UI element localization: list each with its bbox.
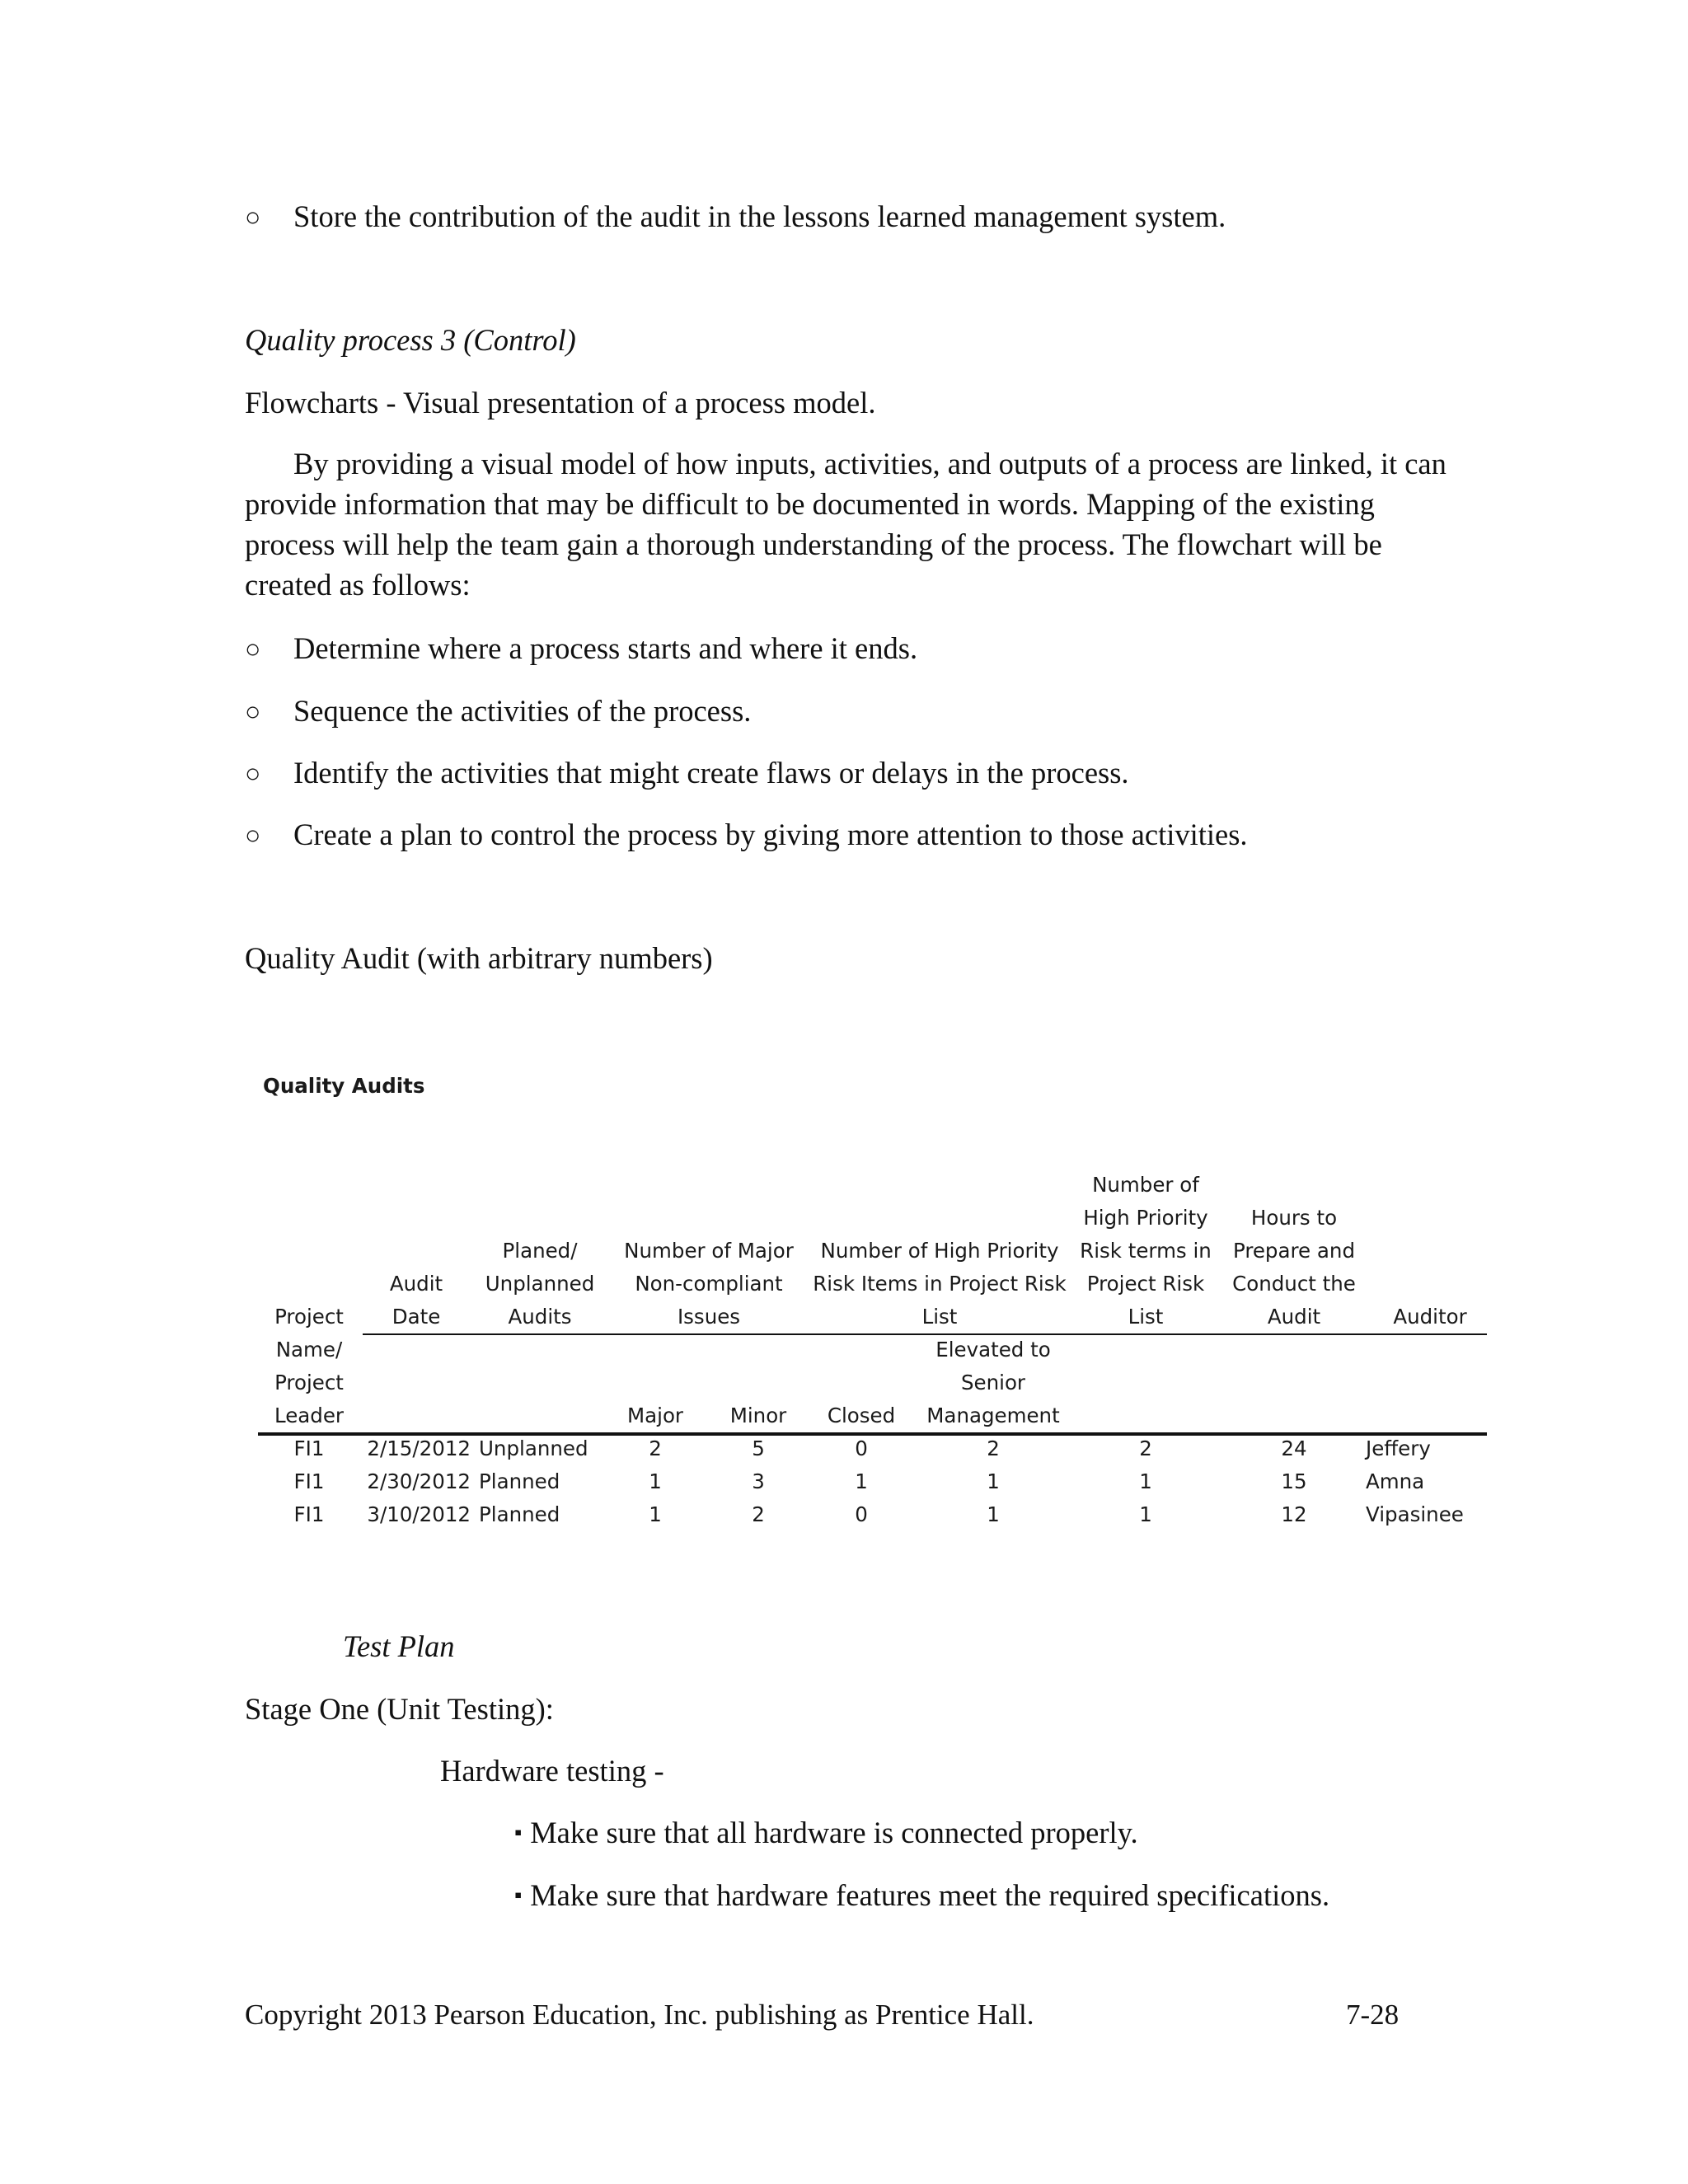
header-hours-4: Audit: [1267, 1305, 1321, 1329]
header-hours-1: Hours to: [1250, 1206, 1338, 1230]
bullet-text: Identify the activities that might create flaws or delays in the process.: [293, 756, 1129, 790]
header-planned-3: Audits: [508, 1305, 572, 1329]
header-elevated-1: Elevated to: [935, 1338, 1051, 1361]
bullet-marker: ○: [245, 758, 261, 788]
header-project-project: Project: [274, 1371, 344, 1394]
cell-auditor: Jeffery: [1366, 1436, 1431, 1460]
cell-auditor: Vipasinee: [1366, 1502, 1464, 1526]
header-hours-2: Prepare and: [1232, 1239, 1355, 1263]
cell-terms: 2: [1139, 1436, 1152, 1460]
header-elevated-3: Management: [926, 1404, 1060, 1427]
flowcharts-line: Flowcharts - Visual presentation of a process model.: [245, 386, 876, 419]
cell-hours: 15: [1281, 1469, 1307, 1493]
square-bullet-marker: ▪: [514, 1883, 523, 1907]
bullet-text: Store the contribution of the audit in the lessons learned management system.: [293, 199, 1226, 233]
test-plan-heading: Test Plan: [343, 1629, 455, 1663]
bullet-text: Create a plan to control the process by giving more attention to those activities.: [293, 818, 1248, 851]
bullet-text: Determine where a process starts and where it ends.: [293, 631, 918, 665]
header-planned-2: Unplanned: [485, 1272, 595, 1296]
header-planned-1: Planed/: [502, 1239, 578, 1263]
cell-closed: 0: [855, 1502, 868, 1526]
hardware-bullet-2: [514, 1875, 1329, 1916]
header-risk-terms-3: Risk terms in: [1080, 1239, 1212, 1263]
cell-type: Planned: [479, 1502, 560, 1526]
hardware-bullet-text: Make sure that all hardware is connected properly.: [530, 1816, 1138, 1849]
header-major: Major: [626, 1404, 684, 1427]
header-risk-terms-2: High Priority: [1083, 1206, 1208, 1230]
header-risk-terms-1: Number of: [1092, 1173, 1199, 1197]
header-risk-terms-4: Project Risk: [1086, 1272, 1205, 1296]
header-major-issues-3: Issues: [677, 1305, 741, 1329]
cell-terms: 1: [1139, 1502, 1152, 1526]
footer-copyright: Copyright 2013 Pearson Education, Inc. publishing as Prentice Hall.: [245, 1999, 1034, 2031]
header-major-issues-1: Number of Major: [624, 1239, 794, 1263]
square-bullet-marker: ▪: [514, 1821, 523, 1844]
hardware-bullet-1: [514, 1812, 1138, 1854]
cell-auditor: Amna: [1366, 1469, 1425, 1493]
stage-one-heading: Stage One (Unit Testing):: [245, 1692, 554, 1726]
section-heading: Quality process 3 (Control): [245, 323, 576, 357]
cell-hours: 24: [1281, 1436, 1307, 1460]
header-closed: Closed: [827, 1404, 896, 1427]
bullet-marker: ○: [245, 696, 261, 726]
header-project-name: Name/: [275, 1338, 343, 1361]
header-elevated-2: Senior: [960, 1371, 1026, 1394]
cell-major: 1: [649, 1469, 662, 1493]
cell-minor: 2: [752, 1502, 765, 1526]
header-risk-items-1: Number of High Priority: [820, 1239, 1059, 1263]
audit-heading: Quality Audit (with arbitrary numbers): [245, 941, 713, 975]
cell-closed: 0: [855, 1436, 868, 1460]
header-project: Project: [274, 1305, 344, 1329]
hardware-testing-label: Hardware testing -: [440, 1754, 664, 1788]
cell-type: Unplanned: [479, 1436, 588, 1460]
header-hours-3: Conduct the: [1232, 1272, 1356, 1296]
header-audit-date-2: Date: [392, 1305, 441, 1329]
cell-date: 2/15/2012: [367, 1436, 471, 1460]
cell-elevated: 1: [987, 1502, 1000, 1526]
footer-page-number: 7-28: [1346, 1999, 1400, 2031]
cell-hours: 12: [1281, 1502, 1307, 1526]
bullet-marker: ○: [245, 634, 261, 663]
hardware-bullet-text: Make sure that hardware features meet the required specifications.: [530, 1878, 1330, 1912]
cell-elevated: 1: [987, 1469, 1000, 1493]
cell-date: 3/10/2012: [367, 1502, 471, 1526]
bullet-marker: ○: [245, 202, 261, 232]
header-risk-terms-5: List: [1128, 1305, 1164, 1329]
cell-project: FI1: [293, 1502, 325, 1526]
header-auditor: Auditor: [1393, 1305, 1467, 1329]
header-project-leader: Leader: [274, 1404, 344, 1427]
cell-date: 2/30/2012: [367, 1469, 471, 1493]
header-risk-items-2: Risk Items in Project Risk: [813, 1272, 1067, 1296]
cell-project: FI1: [293, 1436, 325, 1460]
cell-major: 1: [649, 1502, 662, 1526]
cell-elevated: 2: [987, 1436, 1000, 1460]
cell-minor: 3: [752, 1469, 765, 1493]
cell-terms: 1: [1139, 1469, 1152, 1493]
header-risk-items-3: List: [921, 1305, 958, 1329]
header-audit-date-1: Audit: [389, 1272, 443, 1296]
body-paragraph: By providing a visual model of how inputs, activities, and outputs of a process are linked, it can provide information that may be difficult to be documented in words. Mapping of the existing process will help the team gain a thorough understanding of the process. The flowchart will be created as follows:: [245, 447, 1447, 602]
cell-type: Planned: [479, 1469, 560, 1493]
table-title: Quality Audits: [263, 1074, 425, 1098]
header-major-issues-2: Non-compliant: [635, 1272, 783, 1296]
cell-project: FI1: [293, 1469, 325, 1493]
cell-closed: 1: [855, 1469, 868, 1493]
cell-minor: 5: [752, 1436, 765, 1460]
cell-major: 2: [649, 1436, 662, 1460]
bullet-text: Sequence the activities of the process.: [293, 694, 752, 728]
bullet-marker: ○: [245, 820, 261, 850]
header-minor: Minor: [729, 1404, 787, 1427]
